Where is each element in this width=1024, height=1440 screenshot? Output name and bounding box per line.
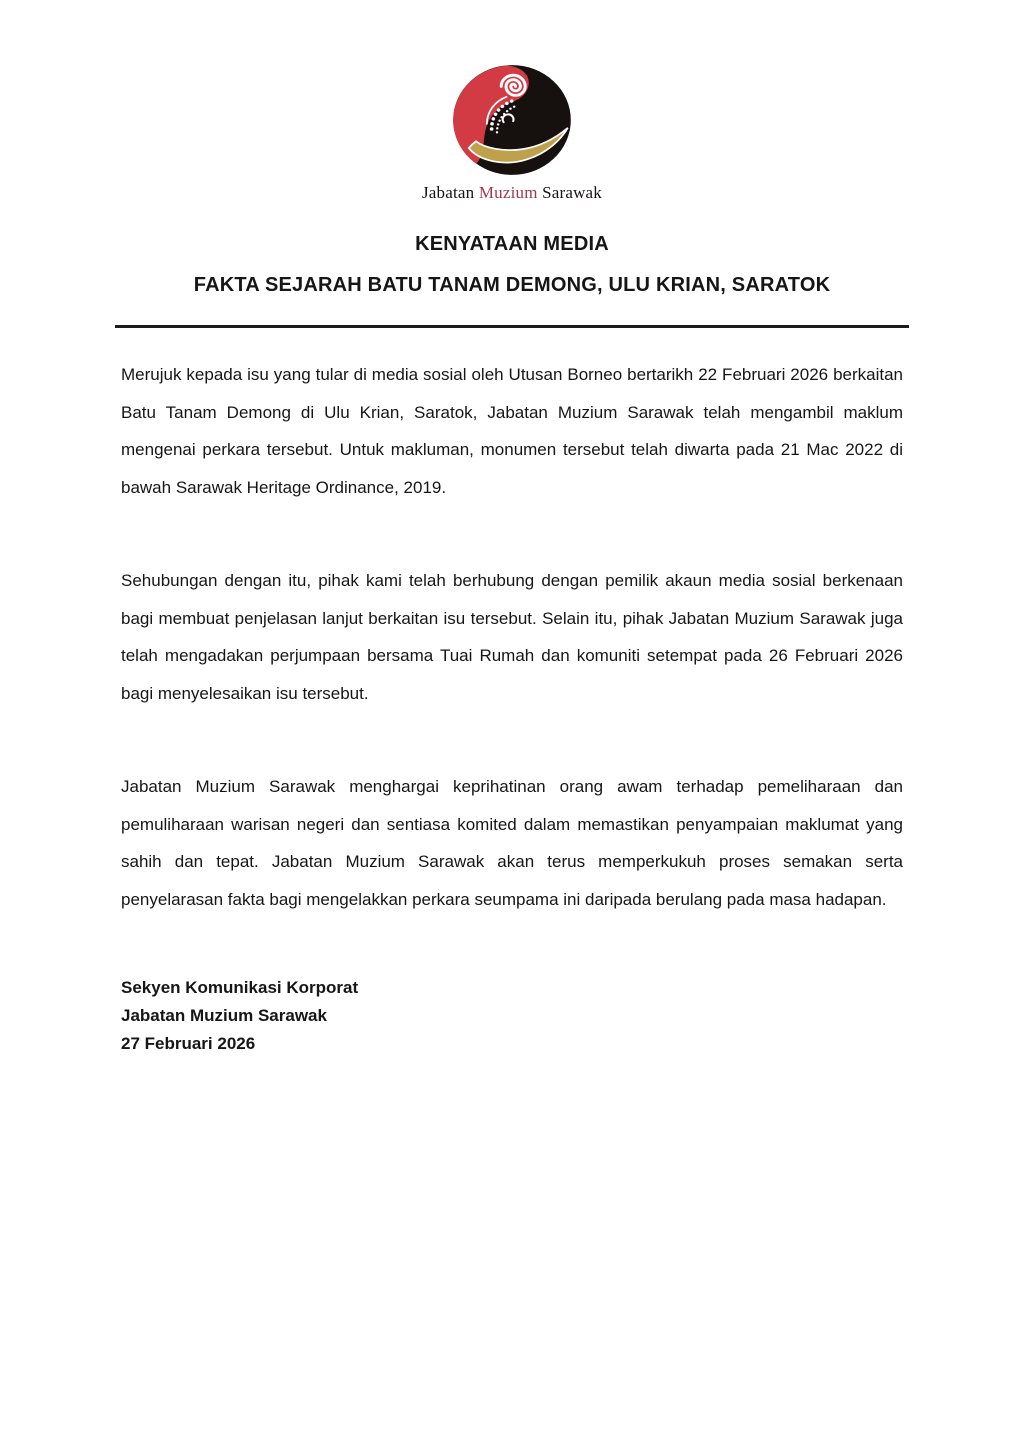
logo-caption-suffix: Sarawak <box>537 183 603 202</box>
page-subtitle: FAKTA SEJARAH BATU TANAM DEMONG, ULU KRIAN, SARATOK <box>193 274 831 296</box>
body-paragraph: Merujuk kepada isu yang tular di media sosial oleh Utusan Borneo bertarikh 22 Februari 2026 berkaitan Batu Tanam Demong di Ulu Krian, Saratok, Jabatan Muzium Sarawak telah mengambil maklum mengenai perkara tersebut. Untuk makluman, monumen tersebut telah diwarta pada 21 Mac 2022 di bawah Sarawak Heritage Ordinance, 2019. <box>121 365 903 497</box>
signature-block <box>121 974 903 1058</box>
body-paragraph: Jabatan Muzium Sarawak menghargai keprihatinan orang awam terhadap pemeliharaan dan pemuliharaan warisan negeri dan sentiasa komited dalam memastikan penyampaian maklumat yang sahih dan tepat. Jabatan Muzium Sarawak akan terus memperkukuh proses semakan serta penyelarasan fakta bagi mengelakkan perkara seumpama ini daripada berulang pada masa hadapan. <box>121 777 903 909</box>
logo-caption-prefix: Jabatan <box>421 183 479 202</box>
logo-block <box>0 64 1024 203</box>
headings-block <box>0 233 1024 297</box>
signature-department: Jabatan Muzium Sarawak <box>121 1006 327 1025</box>
body-content <box>121 356 903 1058</box>
signature-date: 27 Februari 2026 <box>121 1034 256 1053</box>
logo-caption-highlight: Muzium <box>478 183 538 202</box>
logo-caption <box>0 183 1024 203</box>
signature-section: Sekyen Komunikasi Korporat <box>121 978 359 997</box>
page-title: KENYATAAN MEDIA <box>415 233 609 255</box>
jabatan-muzium-sarawak-logo-icon <box>452 64 572 176</box>
body-paragraph: Sehubungan dengan itu, pihak kami telah berhubung dengan pemilik akaun media sosial berkenaan bagi membuat penjelasan lanjut berkaitan isu tersebut. Selain itu, pihak Jabatan Muzium Sarawak juga telah mengadakan perjumpaan bersama Tuai Rumah dan komuniti setempat pada 26 Februari 2026 bagi menyelesaikan isu tersebut. <box>121 571 903 703</box>
header-divider <box>115 325 909 328</box>
